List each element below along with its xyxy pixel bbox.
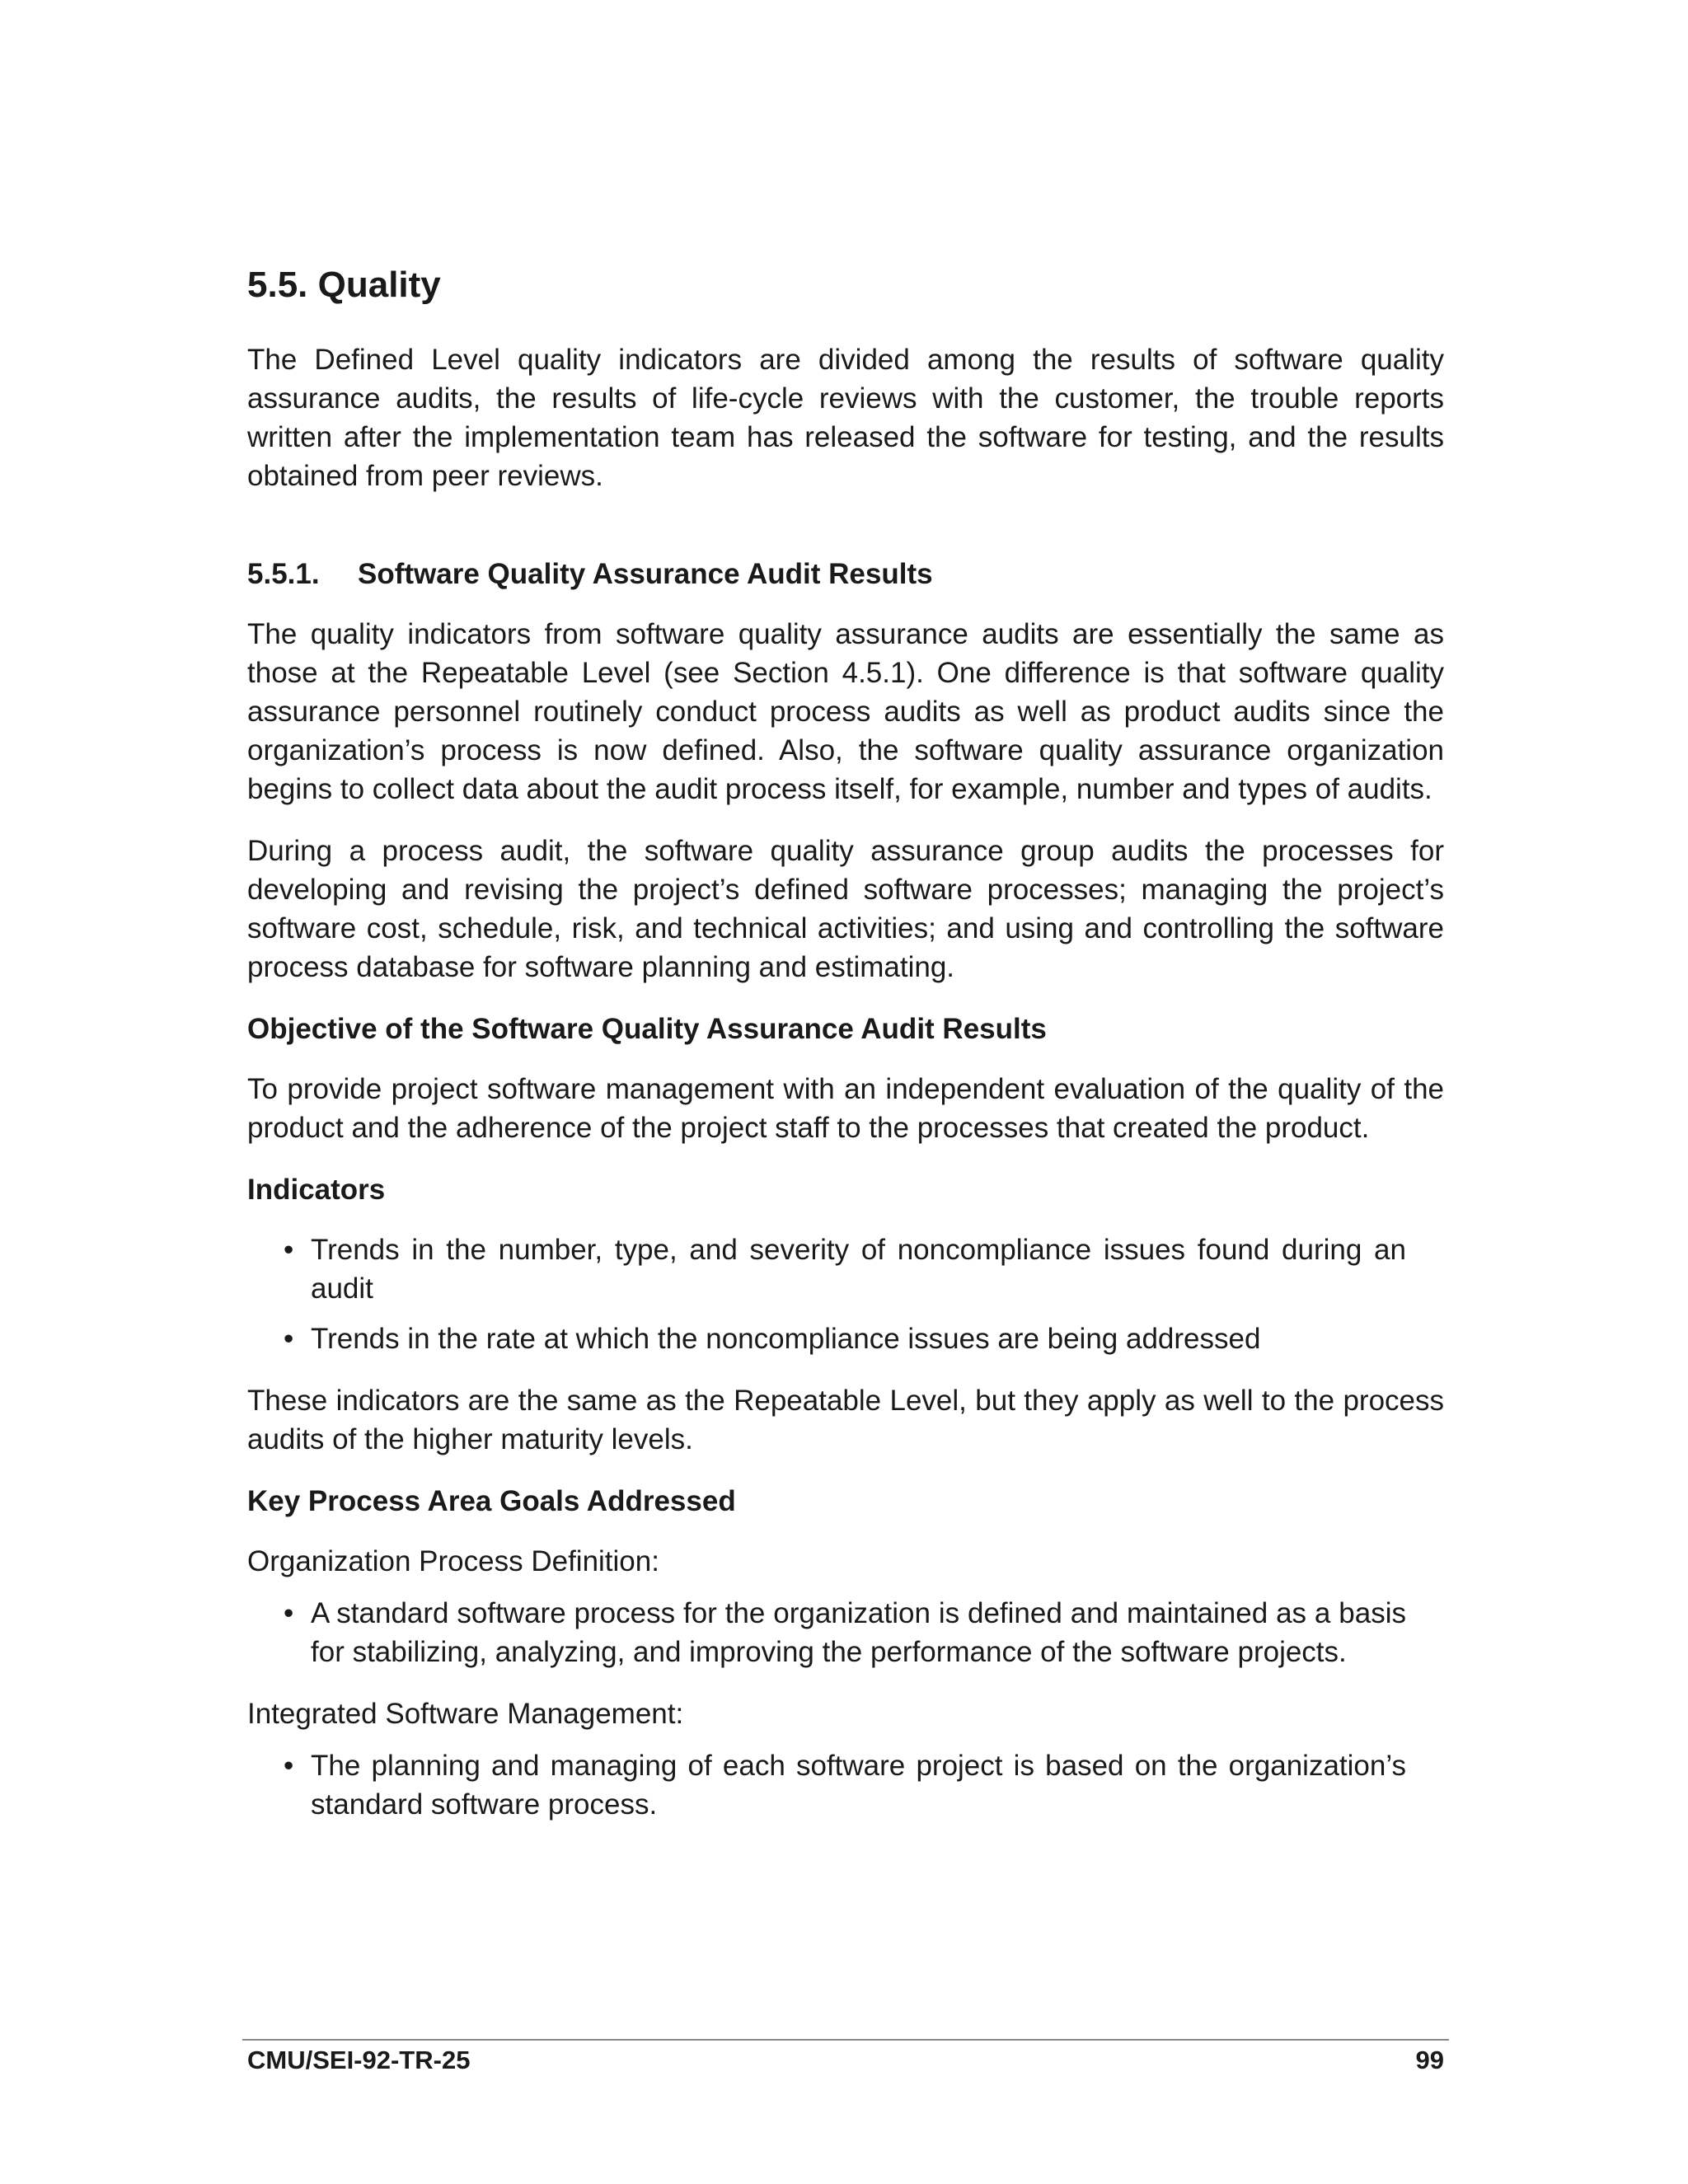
indicators-note: These indicators are the same as the Repeatable Level, but they apply as well to the process audits of the higher maturity levels. (247, 1384, 1444, 1455)
bullet-icon: • (284, 1322, 294, 1355)
subsection-number: 5.5.1. (247, 557, 320, 590)
indicators-list (247, 1230, 1444, 1358)
bullet-icon: • (284, 1596, 294, 1629)
list-item: • A standard software process for the organization is defined and maintained as a basis for stabilizing, analyzing, and improving the performance of the software projects. (284, 1594, 1406, 1671)
footer-divider (242, 2039, 1449, 2041)
list-item: • The planning and managing of each software project is based on the organization’s standard software process. (284, 1746, 1406, 1824)
subsection-title: Software Quality Assurance Audit Results (358, 557, 933, 590)
list-item: • Trends in the number, type, and severity of noncompliance issues found during an audit (284, 1230, 1406, 1308)
footer-page-number: 99 (1415, 2046, 1444, 2074)
list-item: • Trends in the rate at which the noncompliance issues are being addressed (284, 1319, 1406, 1358)
subsection-heading (247, 555, 1444, 593)
section-intro: The Defined Level quality indicators are divided among the results of software quality assurance audits, the results of life-cycle reviews with the customer, the trouble reports written after the implementation team has released the software for testing, and the results obtained from peer reviews. (247, 343, 1444, 492)
subsection-paragraph-2: During a process audit, the software quality assurance group audits the processes for developing and revising the project’s defined software processes; managing the project’s software cost, schedule, risk, and technical activities; and using and controlling the software process database for software planning and estimating. (247, 834, 1444, 983)
goals-heading: Key Process Area Goals Addressed (247, 1484, 736, 1517)
objective-text: To provide project software management with an independent evaluation of the quality of the product and the adherence of the project staff to the processes that created the product. (247, 1072, 1444, 1144)
bullet-icon: • (284, 1749, 294, 1782)
page-content (247, 264, 1444, 1847)
opd-label: Organization Process Definition: (247, 1544, 659, 1577)
section-title: 5.5. Quality (247, 265, 441, 305)
footer-doc-id: CMU/SEI-92-TR-25 (247, 2046, 471, 2074)
indicators-heading: Indicators (247, 1173, 386, 1206)
objective-heading: Objective of the Software Quality Assurance Audit Results (247, 1012, 1047, 1045)
ism-label: Integrated Software Management: (247, 1697, 684, 1730)
bullet-icon: • (284, 1233, 294, 1266)
opd-list (247, 1594, 1444, 1671)
ism-list (247, 1746, 1444, 1824)
subsection-paragraph-1: The quality indicators from software quality assurance audits are essentially the same as those at the Repeatable Level (see Section 4.5.1). One difference is that software quality assurance personnel routinely conduct process audits as well as product audits since the organization’s process is now defined. Also, the software quality assurance organization begins to collect data about the audit process itself, for example, number and types of audits. (247, 617, 1444, 805)
